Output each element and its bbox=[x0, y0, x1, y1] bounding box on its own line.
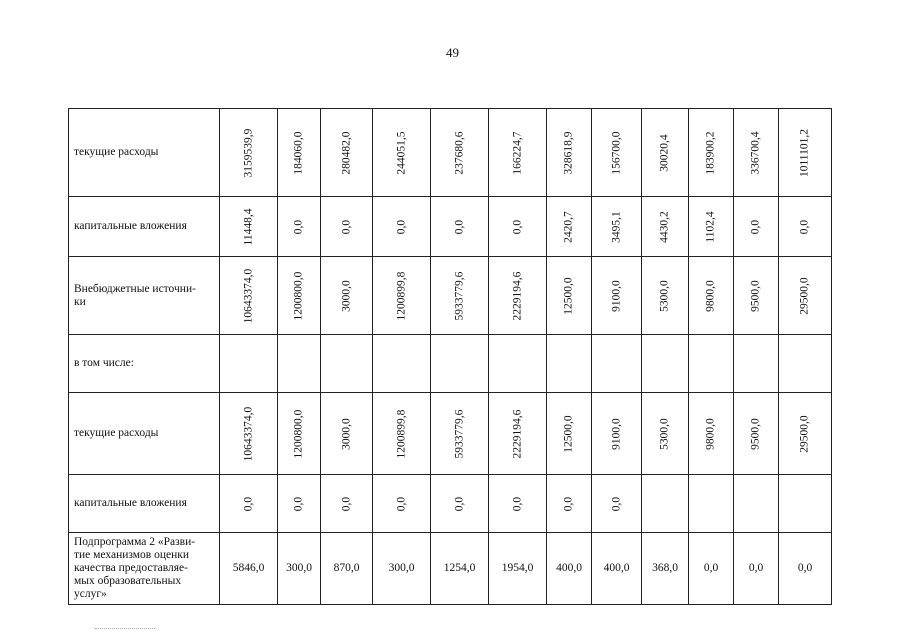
value-cell bbox=[431, 335, 489, 393]
cell-value: 9500,0 bbox=[749, 279, 762, 312]
cell-value: 5300,0 bbox=[658, 417, 671, 450]
cell-value: 9100,0 bbox=[610, 279, 622, 312]
cell-value: 10643374,0 bbox=[242, 268, 254, 323]
value-cell bbox=[779, 393, 832, 475]
cell-value: 0,0 bbox=[395, 219, 407, 234]
cell-value: 237680,6 bbox=[453, 130, 465, 175]
value-cell bbox=[642, 475, 689, 533]
value-cell bbox=[278, 533, 321, 605]
row-label-cell bbox=[69, 335, 220, 393]
value-cell bbox=[689, 335, 734, 393]
cell-value: 280482,0 bbox=[340, 130, 352, 175]
cell-value: 0,0 bbox=[703, 562, 719, 574]
value-cell bbox=[431, 475, 489, 533]
value-cell bbox=[373, 335, 431, 393]
value-cell bbox=[642, 335, 689, 393]
cell-value: 11448,4 bbox=[242, 208, 254, 245]
value-cell bbox=[278, 109, 321, 197]
cell-value: 1102,4 bbox=[704, 210, 717, 243]
value-cell bbox=[592, 109, 642, 197]
cell-value: 184060,0 bbox=[292, 130, 305, 175]
budget-table bbox=[68, 108, 832, 605]
cell-value: 0,0 bbox=[511, 496, 523, 511]
cell-value: 2420,7 bbox=[562, 210, 575, 243]
value-cell bbox=[689, 533, 734, 605]
value-cell bbox=[278, 393, 321, 475]
cell-value: 336700,4 bbox=[749, 130, 762, 175]
cell-value: 3159539,9 bbox=[242, 128, 254, 177]
value-cell bbox=[592, 533, 642, 605]
cell-value: 0,0 bbox=[798, 219, 811, 234]
value-cell bbox=[642, 197, 689, 257]
cell-value: 1200800,0 bbox=[292, 409, 305, 458]
value-cell bbox=[220, 533, 278, 605]
cell-value: 10643374,0 bbox=[242, 406, 254, 461]
value-cell bbox=[779, 533, 832, 605]
value-cell bbox=[489, 335, 547, 393]
value-cell bbox=[278, 475, 321, 533]
cell-value: 400,0 bbox=[603, 562, 630, 574]
extrabudgetary-current-expenses-row bbox=[69, 393, 832, 475]
row-label: Подпрограмма 2 «Разви- тие механизмов оценки качества предоставляе- мых образовательных услуг» bbox=[74, 536, 196, 600]
value-cell bbox=[431, 197, 489, 257]
cell-value: 0,0 bbox=[797, 562, 813, 574]
value-cell bbox=[547, 533, 592, 605]
subprogram-2-row bbox=[69, 533, 832, 605]
cell-value: 5846,0 bbox=[232, 562, 265, 574]
row-label-cell bbox=[69, 533, 220, 605]
cell-value: 2229194,6 bbox=[511, 271, 523, 320]
cell-value: 0,0 bbox=[340, 496, 352, 511]
value-cell bbox=[734, 533, 779, 605]
value-cell bbox=[431, 109, 489, 197]
cell-value: 0,0 bbox=[395, 496, 407, 511]
cell-value: 0,0 bbox=[242, 496, 254, 511]
value-cell bbox=[489, 257, 547, 335]
value-cell bbox=[642, 109, 689, 197]
row-label: Внебюджетные источни- ки bbox=[74, 282, 196, 308]
cell-value: 0,0 bbox=[453, 219, 465, 234]
value-cell bbox=[431, 393, 489, 475]
value-cell bbox=[592, 393, 642, 475]
row-label: текущие расходы bbox=[74, 427, 159, 439]
value-cell bbox=[734, 335, 779, 393]
extrabudgetary-capital-investments-row bbox=[69, 475, 832, 533]
cell-value: 0,0 bbox=[610, 496, 622, 511]
cell-value: 5933779,6 bbox=[453, 271, 465, 320]
cell-value: 300,0 bbox=[388, 562, 415, 574]
row-label-cell bbox=[69, 197, 220, 257]
row-label-cell bbox=[69, 393, 220, 475]
value-cell bbox=[489, 475, 547, 533]
cell-value: 30020,4 bbox=[658, 133, 671, 172]
value-cell bbox=[489, 393, 547, 475]
value-cell bbox=[321, 109, 373, 197]
value-cell bbox=[779, 335, 832, 393]
cell-value: 0,0 bbox=[562, 496, 575, 511]
value-cell bbox=[779, 257, 832, 335]
value-cell bbox=[373, 109, 431, 197]
cell-value: 1011101,2 bbox=[798, 128, 811, 177]
cell-value: 3000,0 bbox=[340, 279, 352, 312]
value-cell bbox=[642, 533, 689, 605]
cell-value: 0,0 bbox=[292, 496, 305, 511]
value-cell bbox=[373, 475, 431, 533]
value-cell bbox=[373, 197, 431, 257]
cell-value: 183900,2 bbox=[704, 130, 717, 175]
value-cell bbox=[592, 475, 642, 533]
value-cell bbox=[373, 257, 431, 335]
value-cell bbox=[689, 393, 734, 475]
value-cell bbox=[734, 393, 779, 475]
cell-value: 400,0 bbox=[556, 562, 582, 574]
cell-value: 0,0 bbox=[511, 219, 523, 234]
cell-value: 156700,0 bbox=[610, 130, 622, 175]
current-expenses-row bbox=[69, 109, 832, 197]
value-cell bbox=[689, 109, 734, 197]
cell-value: 1200899,8 bbox=[395, 409, 407, 458]
value-cell bbox=[489, 109, 547, 197]
value-cell bbox=[373, 393, 431, 475]
value-cell bbox=[689, 257, 734, 335]
page-number: 49 bbox=[446, 45, 459, 60]
page-continuation-mark bbox=[95, 628, 155, 633]
value-cell bbox=[220, 475, 278, 533]
cell-value: 3495,1 bbox=[610, 210, 622, 243]
value-cell bbox=[547, 393, 592, 475]
value-cell bbox=[321, 533, 373, 605]
value-cell bbox=[220, 197, 278, 257]
cell-value: 0,0 bbox=[292, 219, 305, 234]
cell-value: 368,0 bbox=[652, 562, 678, 574]
value-cell bbox=[547, 197, 592, 257]
value-cell bbox=[547, 109, 592, 197]
extrabudgetary-sources-row bbox=[69, 257, 832, 335]
value-cell bbox=[734, 257, 779, 335]
value-cell bbox=[779, 109, 832, 197]
value-cell bbox=[734, 475, 779, 533]
value-cell bbox=[321, 393, 373, 475]
cell-value: 0,0 bbox=[340, 219, 352, 234]
row-label-cell bbox=[69, 475, 220, 533]
value-cell bbox=[592, 335, 642, 393]
cell-value: 300,0 bbox=[286, 562, 312, 574]
value-cell bbox=[547, 257, 592, 335]
row-label: в том числе: bbox=[74, 357, 134, 369]
cell-value: 9100,0 bbox=[610, 417, 622, 450]
row-label-cell bbox=[69, 257, 220, 335]
value-cell bbox=[689, 475, 734, 533]
value-cell bbox=[734, 197, 779, 257]
cell-value: 1954,0 bbox=[501, 562, 534, 574]
value-cell bbox=[489, 533, 547, 605]
cell-value: 2229194,6 bbox=[511, 409, 523, 458]
value-cell bbox=[321, 475, 373, 533]
cell-value: 5933779,6 bbox=[453, 409, 465, 458]
value-cell bbox=[489, 197, 547, 257]
cell-value: 0,0 bbox=[453, 496, 465, 511]
value-cell bbox=[592, 257, 642, 335]
value-cell bbox=[689, 197, 734, 257]
cell-value: 166224,7 bbox=[511, 130, 523, 175]
value-cell bbox=[779, 197, 832, 257]
cell-value: 12500,0 bbox=[562, 276, 575, 315]
cell-value: 870,0 bbox=[333, 562, 360, 574]
cell-value: 9500,0 bbox=[749, 417, 762, 450]
row-label: капитальные вложения bbox=[74, 497, 187, 509]
value-cell bbox=[373, 533, 431, 605]
cell-value: 9800,0 bbox=[704, 417, 717, 450]
cell-value: 5300,0 bbox=[658, 279, 671, 312]
cell-value: 0,0 bbox=[749, 219, 762, 234]
cell-value: 29500,0 bbox=[798, 276, 811, 315]
value-cell bbox=[278, 335, 321, 393]
capital-investments-row bbox=[69, 197, 832, 257]
value-cell bbox=[734, 109, 779, 197]
value-cell bbox=[278, 257, 321, 335]
value-cell bbox=[321, 335, 373, 393]
cell-value: 3000,0 bbox=[340, 417, 352, 450]
cell-value: 1200899,8 bbox=[395, 271, 407, 320]
value-cell bbox=[278, 197, 321, 257]
cell-value: 4430,2 bbox=[658, 210, 671, 243]
value-cell bbox=[321, 257, 373, 335]
value-cell bbox=[779, 475, 832, 533]
value-cell bbox=[220, 393, 278, 475]
including-row bbox=[69, 335, 832, 393]
value-cell bbox=[642, 257, 689, 335]
cell-value: 12500,0 bbox=[562, 414, 575, 453]
cell-value: 29500,0 bbox=[798, 414, 811, 453]
value-cell bbox=[642, 393, 689, 475]
value-cell bbox=[592, 197, 642, 257]
value-cell bbox=[431, 533, 489, 605]
cell-value: 1200800,0 bbox=[292, 271, 305, 320]
cell-value: 0,0 bbox=[748, 562, 764, 574]
cell-value: 328618,9 bbox=[562, 130, 575, 175]
value-cell bbox=[547, 335, 592, 393]
cell-value: 1254,0 bbox=[443, 562, 476, 574]
value-cell bbox=[547, 475, 592, 533]
value-cell bbox=[321, 197, 373, 257]
value-cell bbox=[220, 109, 278, 197]
value-cell bbox=[220, 257, 278, 335]
row-label: капитальные вложения bbox=[74, 220, 187, 232]
row-label: текущие расходы bbox=[74, 146, 159, 158]
value-cell bbox=[431, 257, 489, 335]
cell-value: 244051,5 bbox=[395, 130, 407, 175]
row-label-cell bbox=[69, 109, 220, 197]
cell-value: 9800,0 bbox=[704, 279, 717, 312]
value-cell bbox=[220, 335, 278, 393]
